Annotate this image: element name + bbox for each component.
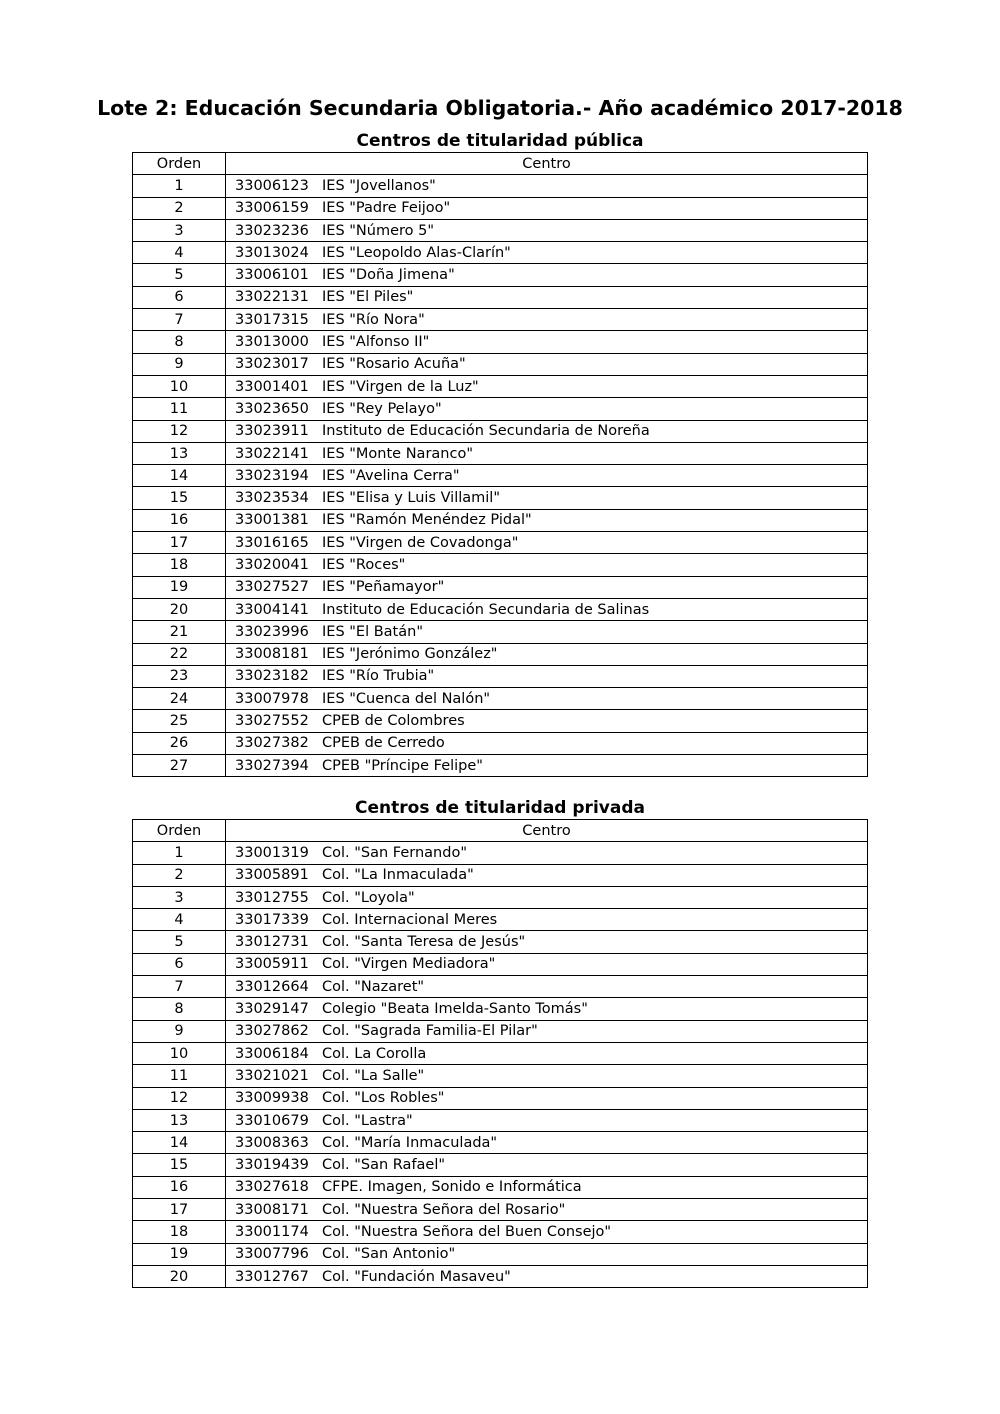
centro-cell: [226, 532, 868, 554]
center-code: 33012731: [235, 934, 309, 951]
center-code: 33027862: [235, 1023, 309, 1040]
public-centers-table: [132, 152, 868, 777]
center-name: Col. "María Inmaculada": [322, 1134, 498, 1151]
center-name: Col. "Loyola": [322, 889, 415, 906]
table-row: [133, 886, 868, 908]
center-name: IES "Río Nora": [322, 311, 425, 328]
orden-cell: 14: [133, 465, 226, 487]
orden-cell: 3: [133, 219, 226, 241]
table-row: [133, 755, 868, 777]
orden-cell: 24: [133, 688, 226, 710]
centro-cell: [226, 755, 868, 777]
center-name: CPEB de Cerredo: [322, 735, 445, 752]
centro-cell: [226, 375, 868, 397]
center-name: CPEB de Colombres: [322, 713, 465, 730]
center-name: IES "Ramón Menéndez Pidal": [322, 512, 532, 529]
center-name: IES "Avelina Cerra": [322, 467, 460, 484]
table-row: [133, 219, 868, 241]
center-name: IES "Roces": [322, 556, 406, 573]
private-centers-table: [132, 819, 868, 1288]
table-row: [133, 931, 868, 953]
orden-cell: 21: [133, 621, 226, 643]
table-row: [133, 732, 868, 754]
centro-cell: [226, 909, 868, 931]
center-code: 33023996: [235, 623, 309, 640]
center-name: IES "Jovellanos": [322, 177, 436, 194]
center-code: 33023017: [235, 356, 309, 373]
centro-column-header: Centro: [226, 820, 868, 842]
orden-cell: 18: [133, 554, 226, 576]
table-row: [133, 175, 868, 197]
orden-cell: 10: [133, 1042, 226, 1064]
centro-cell: [226, 886, 868, 908]
center-code: 33022141: [235, 445, 309, 462]
centro-cell: [226, 643, 868, 665]
orden-cell: 22: [133, 643, 226, 665]
centro-cell: [226, 931, 868, 953]
centro-cell: [226, 1087, 868, 1109]
center-name: Col. "San Antonio": [322, 1246, 456, 1263]
table-row: [133, 487, 868, 509]
center-name: IES "Padre Feijoo": [322, 200, 451, 217]
center-code: 33010679: [235, 1112, 309, 1129]
table-row: [133, 1020, 868, 1042]
orden-cell: 14: [133, 1132, 226, 1154]
centro-cell: [226, 576, 868, 598]
centro-cell: [226, 1154, 868, 1176]
center-name: IES "Virgen de la Luz": [322, 378, 479, 395]
center-name: Instituto de Educación Secundaria de Noreña: [322, 423, 650, 440]
centro-cell: [226, 554, 868, 576]
center-name: Col. "Santa Teresa de Jesús": [322, 934, 526, 951]
public-centers-body: [133, 175, 868, 777]
center-name: IES "Leopoldo Alas-Clarín": [322, 244, 511, 261]
orden-cell: 13: [133, 1109, 226, 1131]
centro-cell: [226, 286, 868, 308]
center-code: 33019439: [235, 1157, 309, 1174]
orden-cell: 27: [133, 755, 226, 777]
center-code: 33023911: [235, 423, 309, 440]
centro-cell: [226, 1243, 868, 1265]
orden-cell: 2: [133, 197, 226, 219]
table-row: [133, 554, 868, 576]
centro-cell: [226, 219, 868, 241]
orden-cell: 2: [133, 864, 226, 886]
center-code: 33005891: [235, 867, 309, 884]
orden-cell: 12: [133, 1087, 226, 1109]
orden-cell: 23: [133, 665, 226, 687]
centro-cell: [226, 710, 868, 732]
center-code: 33012767: [235, 1268, 309, 1285]
table-row: [133, 1132, 868, 1154]
table-row: [133, 710, 868, 732]
center-code: 33021021: [235, 1067, 309, 1084]
center-name: Col. "Virgen Mediadora": [322, 956, 496, 973]
center-name: IES "Río Trubia": [322, 668, 435, 685]
center-name: IES "Peñamayor": [322, 579, 445, 596]
center-name: Col. "La Inmaculada": [322, 867, 474, 884]
centro-cell: [226, 242, 868, 264]
center-name: Col. "Fundación Masaveu": [322, 1268, 511, 1285]
center-name: IES "Rey Pelayo": [322, 400, 442, 417]
centro-cell: [226, 509, 868, 531]
centro-cell: [226, 1020, 868, 1042]
orden-cell: 7: [133, 976, 226, 998]
center-name: IES "Monte Naranco": [322, 445, 473, 462]
table-row: [133, 1065, 868, 1087]
orden-cell: 4: [133, 242, 226, 264]
center-code: 33023182: [235, 668, 309, 685]
centro-cell: [226, 864, 868, 886]
center-name: Col. La Corolla: [322, 1045, 427, 1062]
center-code: 33016165: [235, 534, 309, 551]
center-code: 33007978: [235, 690, 309, 707]
center-code: 33023650: [235, 400, 309, 417]
center-code: 33006101: [235, 267, 309, 284]
orden-cell: 20: [133, 598, 226, 620]
table-header-row: [133, 820, 868, 842]
center-code: 33029147: [235, 1001, 309, 1018]
center-code: 33023534: [235, 490, 309, 507]
table-row: [133, 286, 868, 308]
table-row: [133, 598, 868, 620]
orden-cell: 19: [133, 576, 226, 598]
centro-cell: [226, 1265, 868, 1287]
centro-cell: [226, 487, 868, 509]
orden-cell: 19: [133, 1243, 226, 1265]
document-title: Lote 2: Educación Secundaria Obligatoria.- Año académico 2017-2018: [97, 96, 903, 120]
table-row: [133, 621, 868, 643]
center-name: IES "Número 5": [322, 222, 435, 239]
orden-cell: 9: [133, 1020, 226, 1042]
center-code: 33013024: [235, 244, 309, 261]
center-code: 33013000: [235, 334, 309, 351]
private-centers-heading: Centros de titularidad privada: [355, 798, 645, 818]
center-name: Col. "Sagrada Familia-El Pilar": [322, 1023, 538, 1040]
center-code: 33009938: [235, 1090, 309, 1107]
table-row: [133, 420, 868, 442]
center-code: 33023194: [235, 467, 309, 484]
center-name: Col. "La Salle": [322, 1067, 425, 1084]
center-code: 33008171: [235, 1201, 309, 1218]
centro-cell: [226, 976, 868, 998]
centro-cell: [226, 998, 868, 1020]
center-code: 33020041: [235, 556, 309, 573]
center-code: 33017315: [235, 311, 309, 328]
orden-cell: 1: [133, 842, 226, 864]
orden-cell: 8: [133, 331, 226, 353]
table-row: [133, 976, 868, 998]
center-code: 33005911: [235, 956, 309, 973]
table-row: [133, 909, 868, 931]
center-code: 33027527: [235, 579, 309, 596]
centro-cell: [226, 175, 868, 197]
table-row: [133, 398, 868, 420]
center-name: Col. Internacional Meres: [322, 911, 498, 928]
centro-cell: [226, 732, 868, 754]
center-code: 33023236: [235, 222, 309, 239]
centro-cell: [226, 420, 868, 442]
orden-cell: 5: [133, 264, 226, 286]
table-row: [133, 665, 868, 687]
center-name: Col. "Los Robles": [322, 1090, 445, 1107]
centro-cell: [226, 197, 868, 219]
centro-cell: [226, 1176, 868, 1198]
orden-cell: 15: [133, 487, 226, 509]
center-name: Col. "San Rafael": [322, 1157, 446, 1174]
orden-column-header: Orden: [133, 153, 226, 175]
table-row: [133, 331, 868, 353]
orden-cell: 11: [133, 1065, 226, 1087]
orden-cell: 1: [133, 175, 226, 197]
orden-cell: 5: [133, 931, 226, 953]
table-row: [133, 1221, 868, 1243]
orden-cell: 26: [133, 732, 226, 754]
table-row: [133, 576, 868, 598]
table-row: [133, 1243, 868, 1265]
table-row: [133, 688, 868, 710]
center-code: 33008363: [235, 1134, 309, 1151]
center-name: IES "El Piles": [322, 289, 414, 306]
orden-cell: 25: [133, 710, 226, 732]
orden-cell: 18: [133, 1221, 226, 1243]
center-name: IES "Cuenca del Nalón": [322, 690, 491, 707]
centro-cell: [226, 465, 868, 487]
centro-cell: [226, 953, 868, 975]
center-code: 33001319: [235, 844, 309, 861]
table-row: [133, 953, 868, 975]
centro-cell: [226, 1199, 868, 1221]
center-name: IES "Virgen de Covadonga": [322, 534, 519, 551]
center-code: 33004141: [235, 601, 309, 618]
center-name: IES "Doña Jimena": [322, 267, 455, 284]
orden-cell: 16: [133, 509, 226, 531]
orden-cell: 15: [133, 1154, 226, 1176]
center-code: 33008181: [235, 646, 309, 663]
center-name: IES "Rosario Acuña": [322, 356, 466, 373]
center-code: 33027394: [235, 757, 309, 774]
table-row: [133, 1199, 868, 1221]
center-name: IES "Elisa y Luis Villamil": [322, 490, 501, 507]
orden-cell: 7: [133, 309, 226, 331]
table-row: [133, 998, 868, 1020]
table-row: [133, 375, 868, 397]
centro-cell: [226, 1042, 868, 1064]
center-name: Colegio "Beata Imelda-Santo Tomás": [322, 1001, 588, 1018]
center-code: 33006159: [235, 200, 309, 217]
orden-cell: 20: [133, 1265, 226, 1287]
table-row: [133, 442, 868, 464]
table-row: [133, 1176, 868, 1198]
table-row: [133, 264, 868, 286]
center-name: Col. "Nuestra Señora del Buen Consejo": [322, 1223, 612, 1240]
center-code: 33012664: [235, 978, 309, 995]
orden-cell: 9: [133, 353, 226, 375]
centro-cell: [226, 842, 868, 864]
orden-cell: 17: [133, 1199, 226, 1221]
centro-cell: [226, 331, 868, 353]
center-code: 33006184: [235, 1045, 309, 1062]
center-name: IES "Alfonso II": [322, 334, 430, 351]
centro-cell: [226, 1065, 868, 1087]
centro-column-header: Centro: [226, 153, 868, 175]
center-code: 33007796: [235, 1246, 309, 1263]
centro-cell: [226, 1109, 868, 1131]
orden-cell: 4: [133, 909, 226, 931]
table-header-row: [133, 153, 868, 175]
table-row: [133, 309, 868, 331]
center-name: Instituto de Educación Secundaria de Salinas: [322, 601, 650, 618]
private-centers-body: [133, 842, 868, 1288]
centro-cell: [226, 309, 868, 331]
center-code: 33027618: [235, 1179, 309, 1196]
table-row: [133, 1042, 868, 1064]
centro-cell: [226, 442, 868, 464]
centro-cell: [226, 1221, 868, 1243]
table-row: [133, 1087, 868, 1109]
centro-cell: [226, 264, 868, 286]
center-name: IES "El Batán": [322, 623, 423, 640]
center-code: 33017339: [235, 911, 309, 928]
center-code: 33022131: [235, 289, 309, 306]
center-name: Col. "Lastra": [322, 1112, 413, 1129]
center-code: 33012755: [235, 889, 309, 906]
table-row: [133, 842, 868, 864]
orden-cell: 16: [133, 1176, 226, 1198]
table-row: [133, 643, 868, 665]
public-centers-heading: Centros de titularidad pública: [356, 131, 644, 151]
orden-cell: 3: [133, 886, 226, 908]
orden-cell: 6: [133, 953, 226, 975]
centro-cell: [226, 398, 868, 420]
centro-cell: [226, 688, 868, 710]
table-row: [133, 532, 868, 554]
centro-cell: [226, 621, 868, 643]
table-row: [133, 864, 868, 886]
center-code: 33027552: [235, 713, 309, 730]
center-name: Col. "Nuestra Señora del Rosario": [322, 1201, 566, 1218]
center-name: Col. "San Fernando": [322, 844, 467, 861]
center-code: 33001381: [235, 512, 309, 529]
table-row: [133, 1265, 868, 1287]
orden-cell: 17: [133, 532, 226, 554]
center-code: 33001174: [235, 1223, 309, 1240]
orden-cell: 11: [133, 398, 226, 420]
table-row: [133, 197, 868, 219]
centro-cell: [226, 665, 868, 687]
orden-cell: 8: [133, 998, 226, 1020]
center-name: IES "Jerónimo González": [322, 646, 498, 663]
table-row: [133, 242, 868, 264]
center-code: 33006123: [235, 177, 309, 194]
orden-cell: 13: [133, 442, 226, 464]
centro-cell: [226, 353, 868, 375]
center-name: CFPE. Imagen, Sonido e Informática: [322, 1179, 582, 1196]
table-row: [133, 509, 868, 531]
orden-cell: 10: [133, 375, 226, 397]
orden-cell: 12: [133, 420, 226, 442]
center-name: Col. "Nazaret": [322, 978, 425, 995]
center-name: CPEB "Príncipe Felipe": [322, 757, 483, 774]
centro-cell: [226, 1132, 868, 1154]
table-row: [133, 1109, 868, 1131]
orden-cell: 6: [133, 286, 226, 308]
table-row: [133, 353, 868, 375]
center-code: 33001401: [235, 378, 309, 395]
table-row: [133, 1154, 868, 1176]
centro-cell: [226, 598, 868, 620]
center-code: 33027382: [235, 735, 309, 752]
orden-column-header: Orden: [133, 820, 226, 842]
table-row: [133, 465, 868, 487]
